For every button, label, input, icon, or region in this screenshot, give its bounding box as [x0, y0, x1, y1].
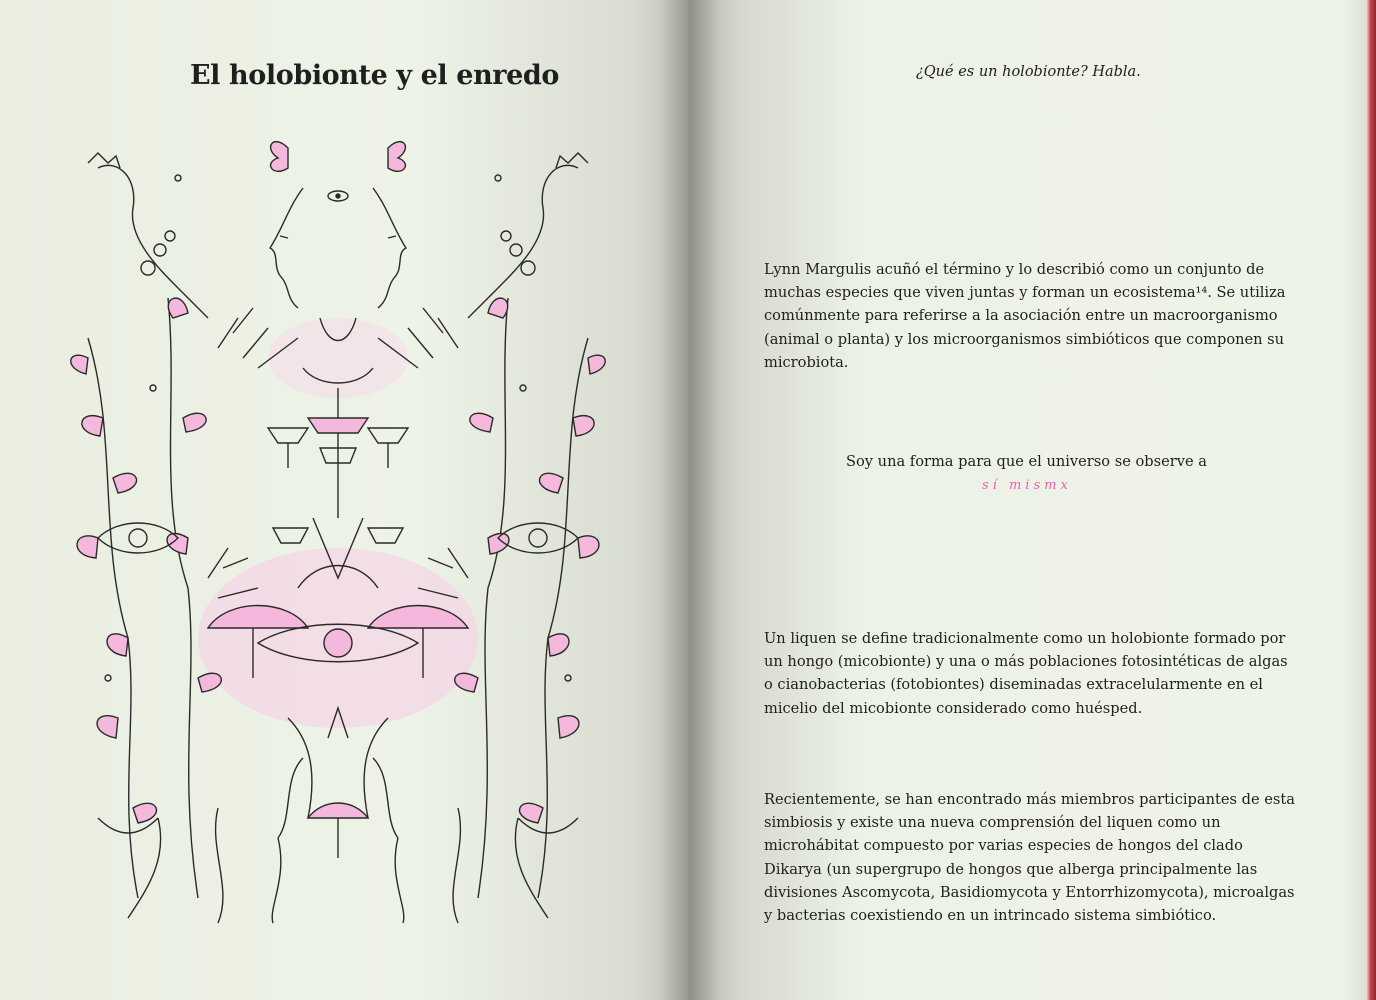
pull-quote: Soy una forma para que el universo se observe a — [846, 453, 1207, 470]
running-header: ¿Qué es un holobionte? Habla. — [916, 64, 1141, 80]
symmetric-botanical-illustration — [58, 118, 618, 928]
book-edge — [1366, 0, 1376, 1000]
paragraph-lichen: Un liquen se define tradicionalmente como un holobionte formado por un hongo (micobionte) y una o más poblaciones fotosintéticas de algas o cianobacterias (fotobiontes) diseminadas extracelularmente en el micelio del micobionte considerado como huésped. — [764, 630, 1288, 717]
paragraph-recent: Recientemente, se han encontrado más miembros participantes de esta simbiosis y existe una nueva comprensión del liquen como un microhábitat compuesto por varias especies de hongos del clado Dikarya (un supergrupo de hongos que alberga principalmente las divisiones Ascomycota, Basidiomycota y Entorrhizomycota), microalgas y bacterias coexistiendo en un intrincado sistema simbiótico. — [764, 791, 1295, 925]
book-gutter — [660, 0, 720, 1000]
chapter-title: El holobionte y el enredo — [190, 60, 559, 91]
pull-quote-emphasis: sí mismx — [982, 478, 1072, 493]
paragraph-definition: Lynn Margulis acuñó el término y lo describió como un conjunto de muchas especies que viven juntas y forman un ecosistema¹⁴. Se utiliza comúnmente para referirse a la asociación entre un macroorganismo (animal o planta) y los microorganismos simbióticos que componen su microbiota. — [764, 261, 1286, 371]
